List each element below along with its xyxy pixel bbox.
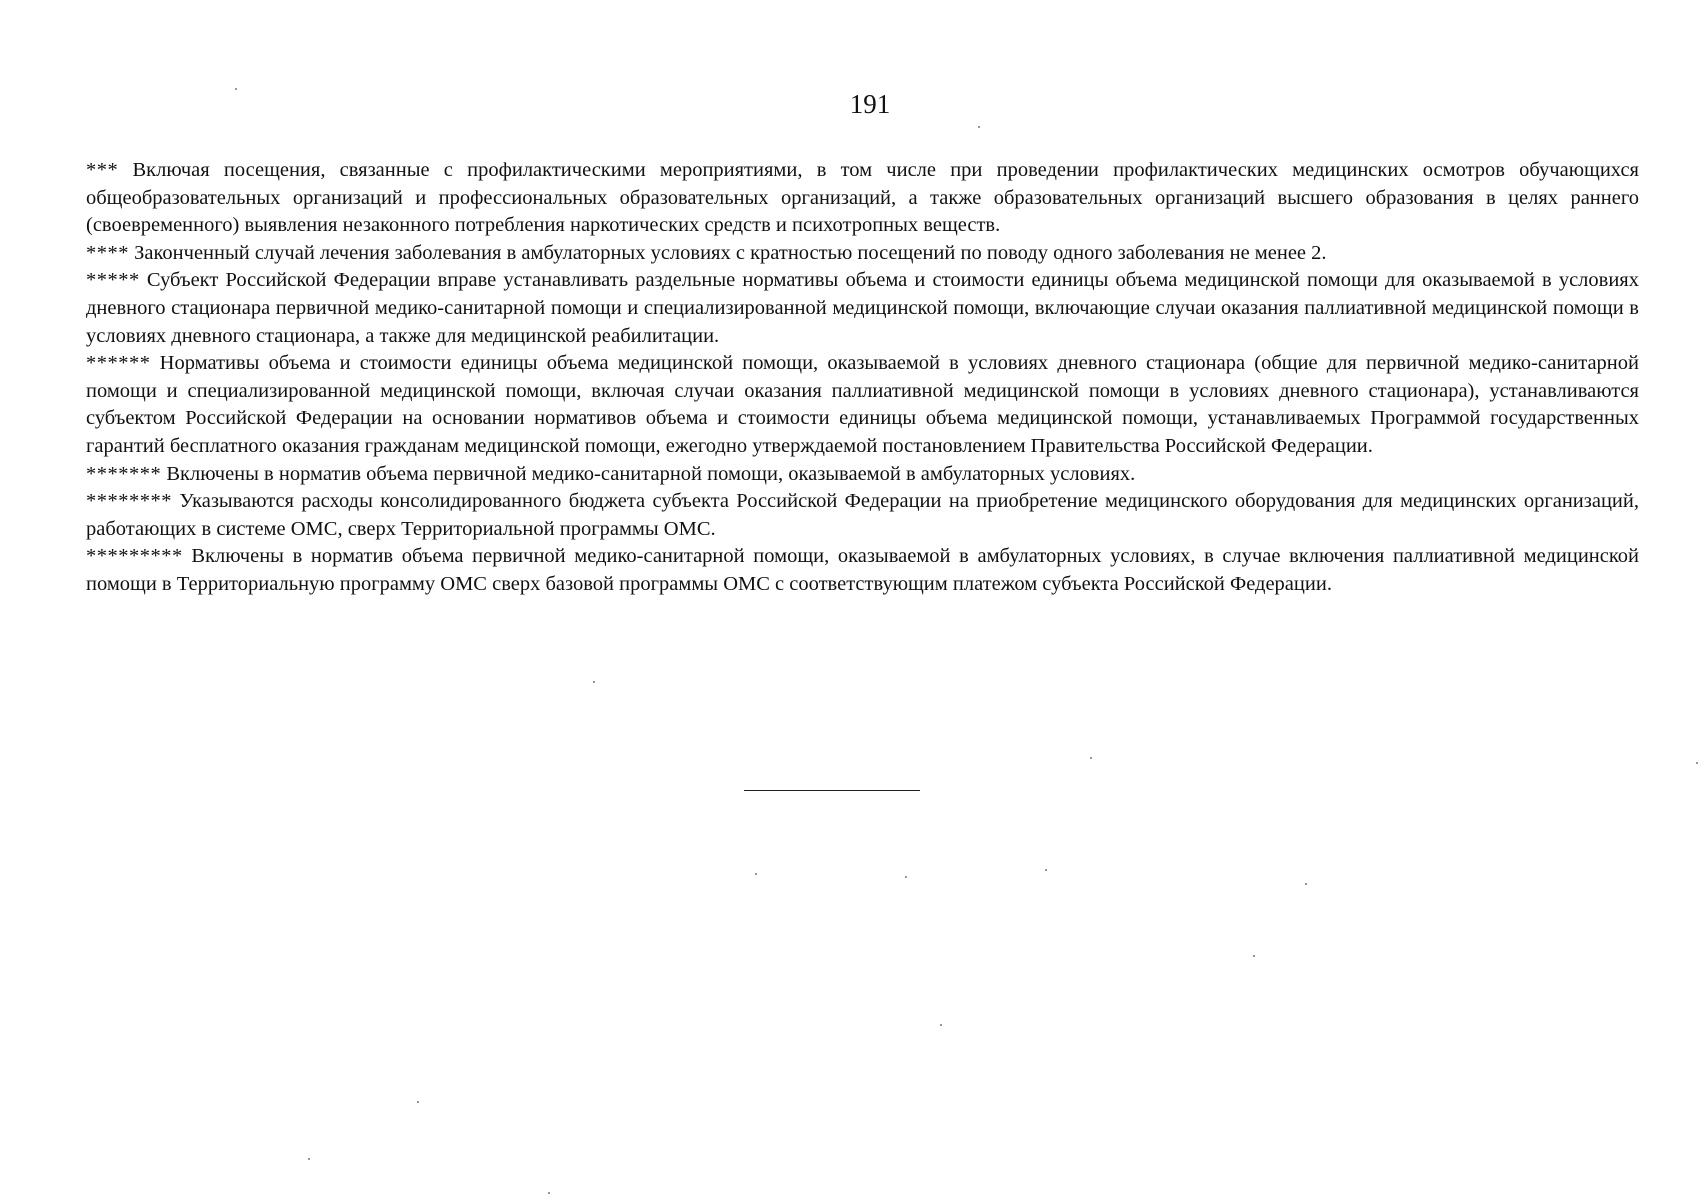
scan-speck — [548, 1192, 550, 1194]
footnotes-block — [86, 157, 1639, 599]
footnote-marker: ******** — [86, 490, 172, 513]
footnote-text: Включены в норматив объема первичной медико-санитарной помощи, оказываемой в амбулаторных условиях. — [166, 462, 1136, 485]
footnote-text: Включая посещения, связанные с профилактическими мероприятиями, в том числе при проведении профилактических медицинских осмотров обучающихся общеобразовательных организаций и профессиональных образовательных организаций, а также образовательных организаций высшего образования в целях раннего (своевременного) выявления незаконного потребления наркотических средств и психотропных веществ. — [86, 159, 1639, 237]
footnote-text: Указываются расходы консолидированного бюджета субъекта Российской Федерации на приобретение медицинского оборудования для медицинских организаций, работающих в системе ОМС, сверх Территориальной программы ОМС. — [86, 490, 1639, 540]
end-of-document-rule — [744, 790, 920, 791]
footnote-marker: **** — [86, 241, 129, 264]
scan-speck — [1305, 883, 1307, 885]
footnote-4 — [86, 350, 1639, 460]
footnote-text: Законченный случай лечения заболевания в амбулаторных условиях с кратностью посещений по поводу одного заболевания не менее 2. — [134, 241, 1327, 264]
footnote-marker: *** — [86, 159, 119, 181]
scan-speck — [417, 1101, 419, 1103]
footnote-1 — [86, 157, 1639, 240]
scan-speck — [1253, 955, 1255, 957]
footnote-text: Субъект Российской Федерации вправе устанавливать раздельные нормативы объема и стоимости единицы объема медицинской помощи для оказываемой в условиях дневного стационара первичной медико-санитарной помощи и специализированной медицинской помощи, включающие случаи оказания паллиативной медицинской помощи в условиях дневного стационара, а также для медицинской реабилитации. — [86, 269, 1639, 347]
scan-speck — [308, 1158, 310, 1160]
footnote-marker: ***** — [86, 269, 140, 292]
scan-speck — [940, 1024, 942, 1026]
scan-speck — [1090, 757, 1092, 759]
footnote-2 — [86, 240, 1639, 268]
footnote-text: Нормативы объема и стоимости единицы объема медицинской помощи, оказываемой в условиях дневного стационара (общие для первичной медико-санитарной помощи и специализированной медицинской помощи, включая случаи оказания паллиативной медицинской помощи в условиях дневного стационара), устанавливаются субъектом Российской Федерации на основании нормативов объема и стоимости единицы объема медицинской помощи, устанавливаемых Программой государственных гарантий бесплатного оказания гражданам медицинской помощи, ежегодно утверждаемой постановлением Правительства Российской Федерации. — [86, 352, 1639, 457]
footnote-marker: ****** — [86, 352, 151, 375]
page-number: 191 — [849, 89, 891, 119]
scan-speck — [235, 88, 237, 90]
scan-speck — [593, 681, 595, 683]
footnote-3 — [86, 267, 1639, 350]
footnote-text: Включены в норматив объема первичной медико-санитарной помощи, оказываемой в амбулаторных условиях, в случае включения паллиативной медицинской помощи в Территориальную программу ОМС сверх базовой программы ОМС с соответствующим платежом субъекта Российской Федерации. — [86, 545, 1640, 595]
footnote-marker: ********* — [86, 545, 183, 568]
scan-speck — [905, 876, 907, 878]
scan-speck — [1696, 762, 1698, 764]
scan-speck — [755, 873, 757, 875]
footnote-marker: ******* — [86, 462, 162, 485]
footnote-5 — [86, 461, 1639, 489]
footnote-7 — [86, 543, 1639, 598]
scan-speck — [1045, 869, 1047, 871]
scan-speck — [978, 126, 980, 128]
footnote-6 — [86, 488, 1639, 543]
